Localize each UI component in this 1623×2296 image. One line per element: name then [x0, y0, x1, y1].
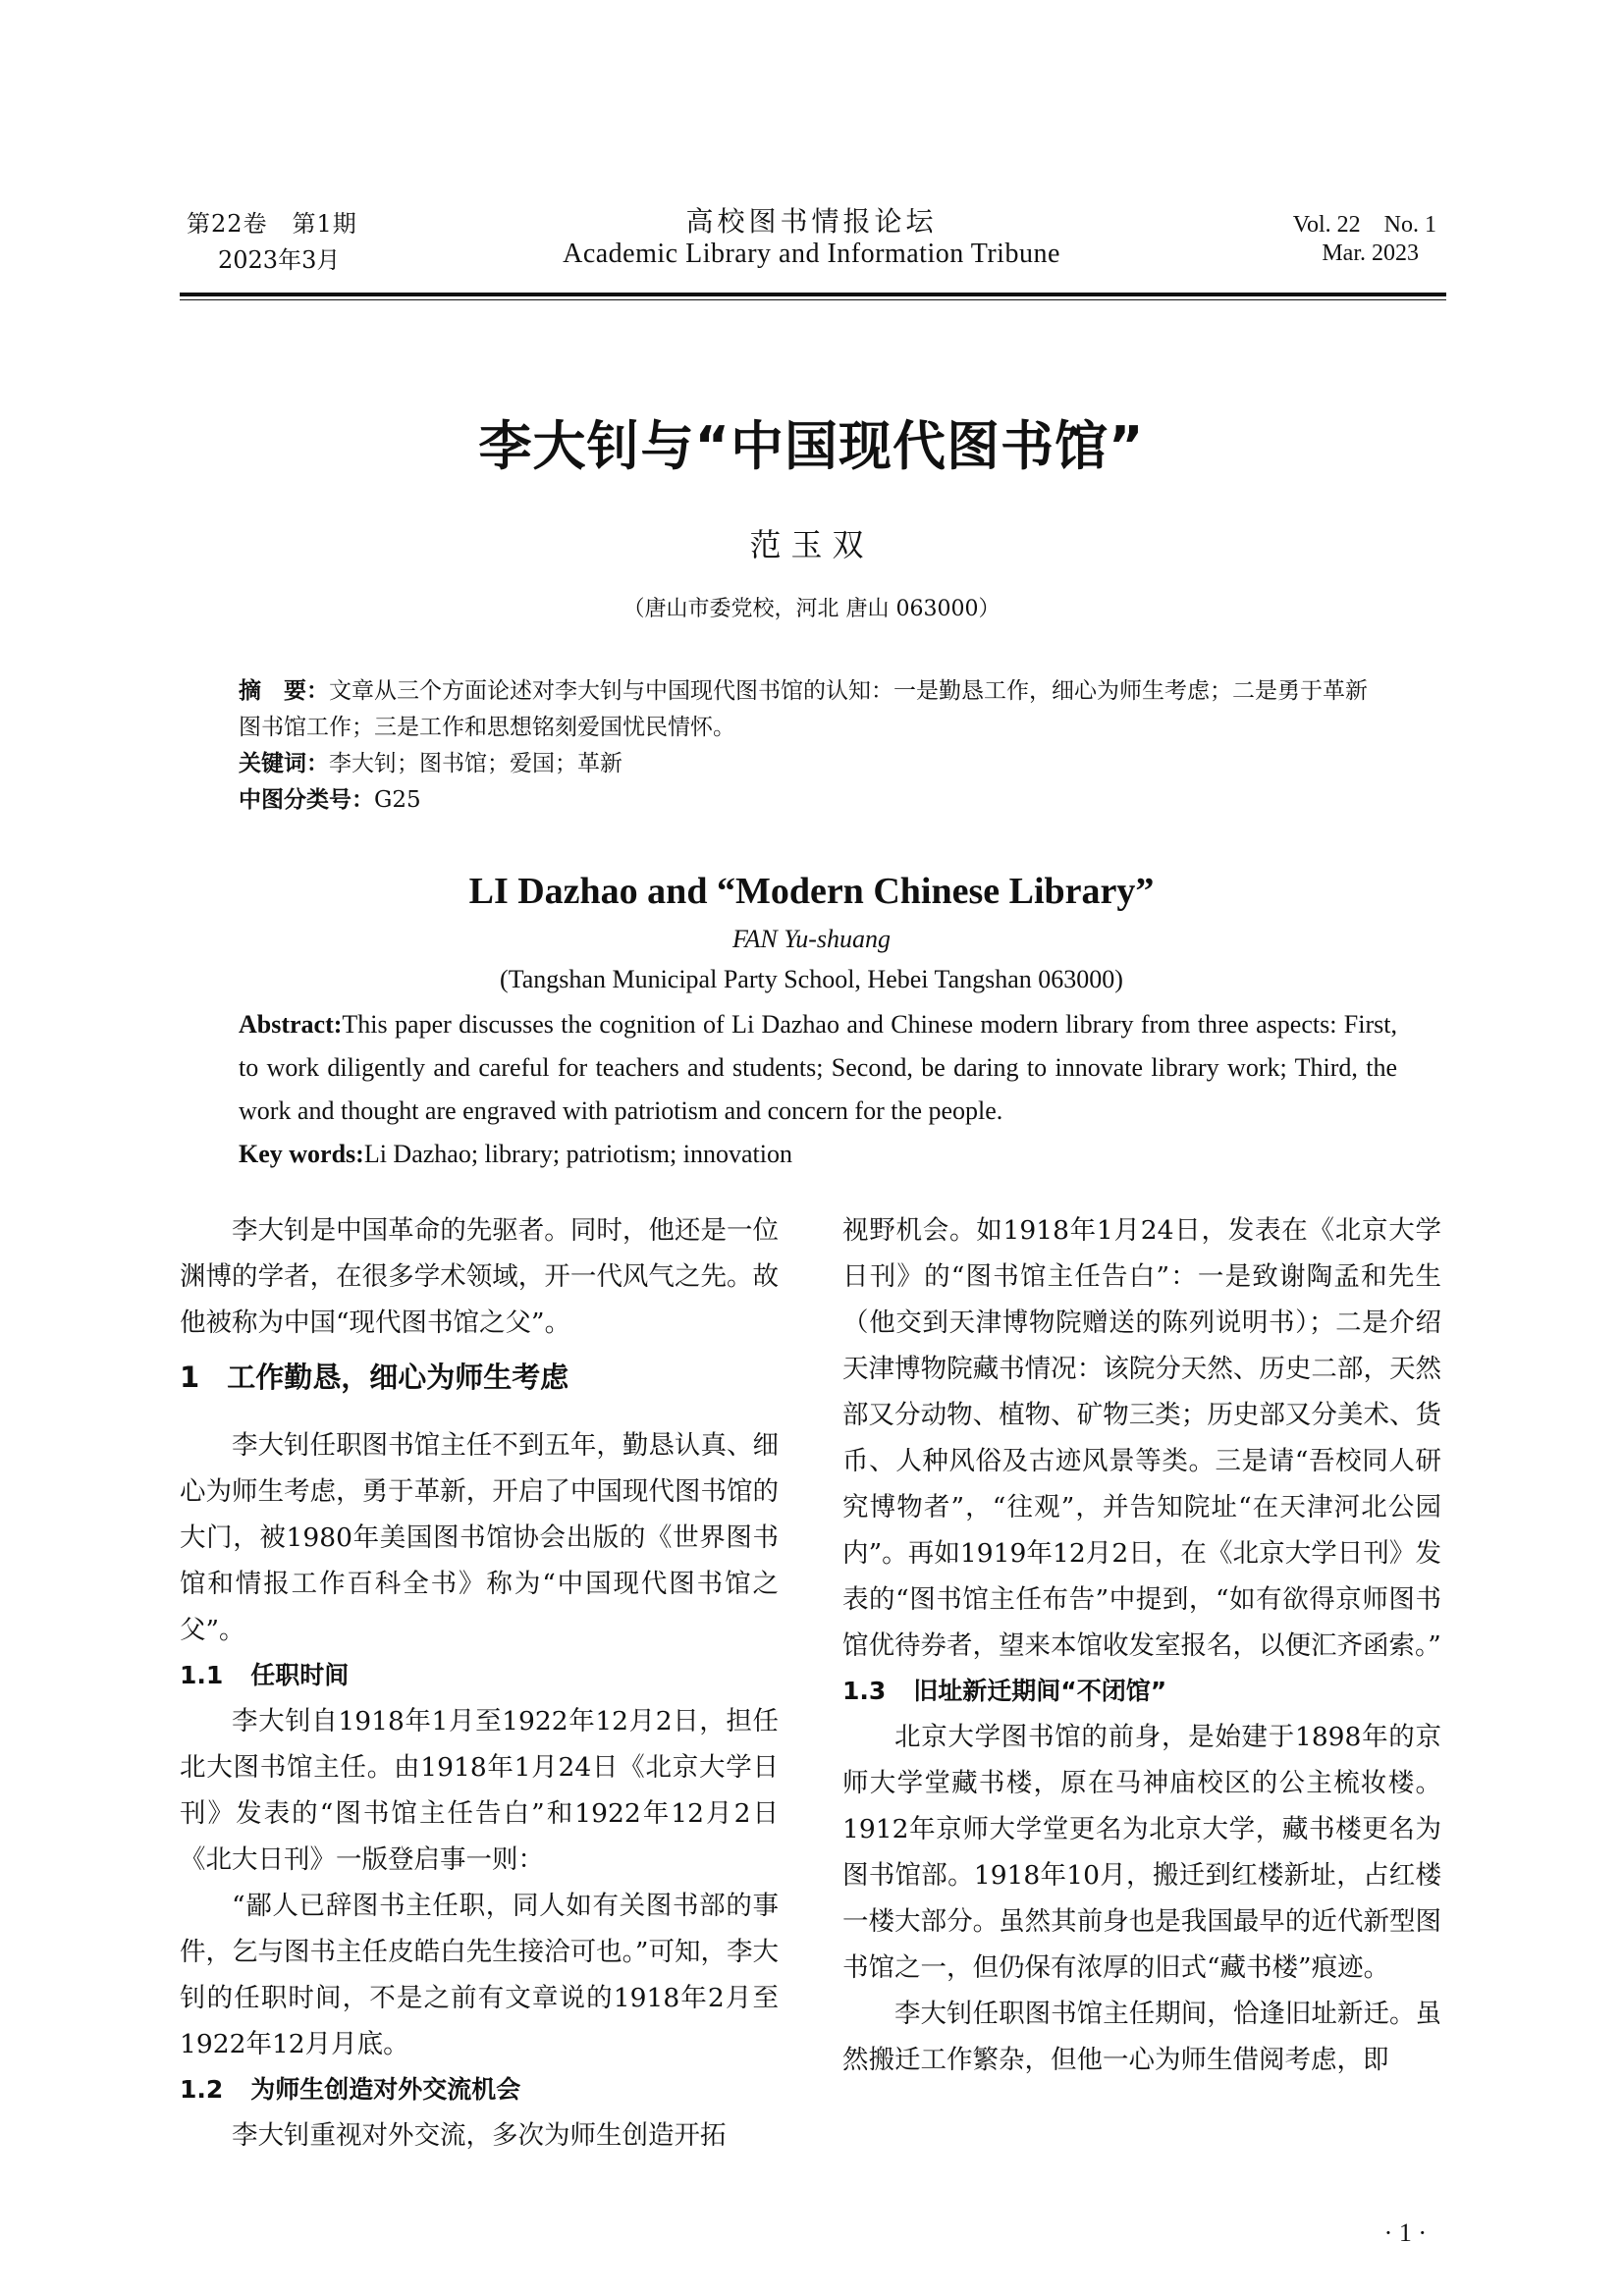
- abstract-en-text: This paper discusses the cognition of Li Dazhao and Chinese modern library from three aspects: First, to work diligently and careful for teachers and students; Second, be daring to innovate library work; Third, the work and thought are engraved with patriotism and concern for the people.: [239, 1010, 1397, 1125]
- journal-name-cn: 高校图书情报论坛: [685, 205, 938, 238]
- section-1-title: 工作勤恳，细心为师生考虑: [227, 1361, 569, 1394]
- classification-code: G25: [374, 787, 421, 813]
- journal-volume-issue: 第22卷 第1期: [187, 210, 357, 238]
- section-1-heading: [180, 1354, 779, 1401]
- affiliation-en: (Tangshan Municipal Party School, Hebei Tangshan 063000): [500, 965, 1123, 993]
- affiliation-cn: （唐山市委党校，河北 唐山 063000）: [622, 597, 1001, 621]
- keywords-en-label: Key words:: [239, 1140, 364, 1168]
- journal-date-cn: 2023年3月: [218, 246, 341, 274]
- section-1-1-number: 1.1: [180, 1661, 224, 1689]
- article-title-en: LI Dazhao and “Modern Chinese Library”: [468, 871, 1155, 912]
- keywords-cn-label: 关键词：: [239, 751, 329, 776]
- section-1-3-paragraph-2: 李大钊任职图书馆主任期间，恰逢旧址新迁。虽然搬迁工作繁杂，但他一心为师生借阅考虑，即: [842, 1999, 1441, 2075]
- section-1-2-paragraph: 李大钊重视对外交流，多次为师生创造开拓: [232, 2120, 727, 2151]
- body-column-right: [842, 1207, 1441, 2083]
- intro-paragraph: 李大钊是中国革命的先驱者。同时，他还是一位渊博的学者，在很多学术领域，开一代风气之先。故他被称为中国“现代图书馆之父”。: [180, 1215, 779, 1338]
- journal-volume-en: Vol. 22 No. 1: [1292, 212, 1436, 238]
- section-1-2-title: 为师生创造对外交流机会: [250, 2075, 521, 2104]
- section-1-2-paragraph-continued: 视野机会。如1918年1月24日，发表在《北京大学日刊》的“图书馆主任告白”：一是致谢陶孟和先生（他交到天津博物院赠送的陈列说明书）；二是介绍天津博物院藏书情况：该院分天然、历史二部，天然部又分动物、植物、矿物三类；历史部又分美术、货币、人种风俗及古迹风景等类。三是请“吾校同人研究博物者”，“往观”，并告知院址“在天津河北公园内”。再如1919年12月2日，在《北京大学日刊》发表的“图书馆主任布告”中提到，“如有欲得京师图书馆优待券者，望来本馆收发室报名，以便汇齐函索。”: [842, 1215, 1441, 1661]
- section-1-2-number: 1.2: [180, 2075, 224, 2104]
- abstract-en-block: [239, 1003, 1397, 1176]
- journal-name-en: Academic Library and Information Tribune: [563, 239, 1060, 269]
- keywords-en-text: Li Dazhao; library; patriotism; innovation: [363, 1140, 792, 1168]
- journal-date-en: Mar. 2023: [1322, 240, 1419, 266]
- section-1-3-paragraph-1: 北京大学图书馆的前身，是始建于1898年的京师大学堂藏书楼，原在马神庙校区的公主梳妆楼。1912年京师大学堂更名为北京大学，藏书楼更名为图书馆部。1918年10月，搬迁到红楼新址，占红楼一楼大部分。虽然其前身也是我国最早的近代新型图书馆之一，但仍保有浓厚的旧式“藏书楼”痕迹。: [842, 1722, 1441, 1983]
- page-number: · 1 ·: [1383, 2218, 1427, 2247]
- keywords-cn: [239, 746, 1387, 782]
- author-name-cn: 范玉双: [749, 526, 874, 563]
- section-1-1-heading: [180, 1653, 779, 1698]
- section-1-3-heading: [842, 1669, 1441, 1714]
- abstract-en: [239, 1003, 1397, 1133]
- section-1-1-title: 任职时间: [250, 1661, 350, 1689]
- body-column-left: [180, 1207, 779, 2159]
- abstract-cn-text: 文章从三个方面论述对李大钊与中国现代图书馆的认知：一是勤恳工作，细心为师生考虑；二是勇于革新图书馆工作；三是工作和思想铭刻爱国忧民情怀。: [239, 678, 1368, 740]
- abstract-cn: [239, 673, 1387, 746]
- abstract-cn-block: [239, 673, 1387, 819]
- classification-label: 中图分类号：: [239, 787, 374, 813]
- article-title-cn: 李大钊与“中国现代图书馆”: [478, 415, 1145, 477]
- abstract-cn-label: 摘 要：: [239, 678, 329, 704]
- section-1-1-paragraph-2: “鄙人已辞图书主任职，同人如有关图书部的事件，乞与图书主任皮皓白先生接洽可也。”可知，李大钊的任职时间，不是之前有文章说的1918年2月至1922年12月月底。: [180, 1891, 779, 2059]
- abstract-en-label: Abstract:: [239, 1010, 343, 1039]
- classification-cn: [239, 782, 1387, 819]
- author-name-en: FAN Yu-shuang: [731, 925, 892, 953]
- section-1-2-heading: [180, 2067, 779, 2112]
- keywords-cn-text: 李大钊；图书馆；爱国；革新: [329, 751, 622, 776]
- section-1-number: 1: [180, 1361, 200, 1394]
- keywords-en: [239, 1133, 1397, 1176]
- section-1-paragraph: 李大钊任职图书馆主任不到五年，勤恳认真、细心为师生考虑，勇于革新，开启了中国现代图书馆的大门，被1980年美国图书馆协会出版的《世界图书馆和情报工作百科全书》称为“中国现代图书馆之父”。: [180, 1430, 779, 1645]
- section-1-3-number: 1.3: [842, 1677, 887, 1705]
- section-1-1-paragraph-1: 李大钊自1918年1月至1922年12月2日，担任北大图书馆主任。由1918年1月24日《北京大学日刊》发表的“图书馆主任告白”和1922年12月2日《北大日刊》一版登启事一则：: [180, 1706, 779, 1875]
- header-rule-thin: [180, 299, 1446, 300]
- section-1-3-title: 旧址新迁期间“不闭馆”: [913, 1677, 1167, 1705]
- header-rule-thick: [180, 293, 1446, 296]
